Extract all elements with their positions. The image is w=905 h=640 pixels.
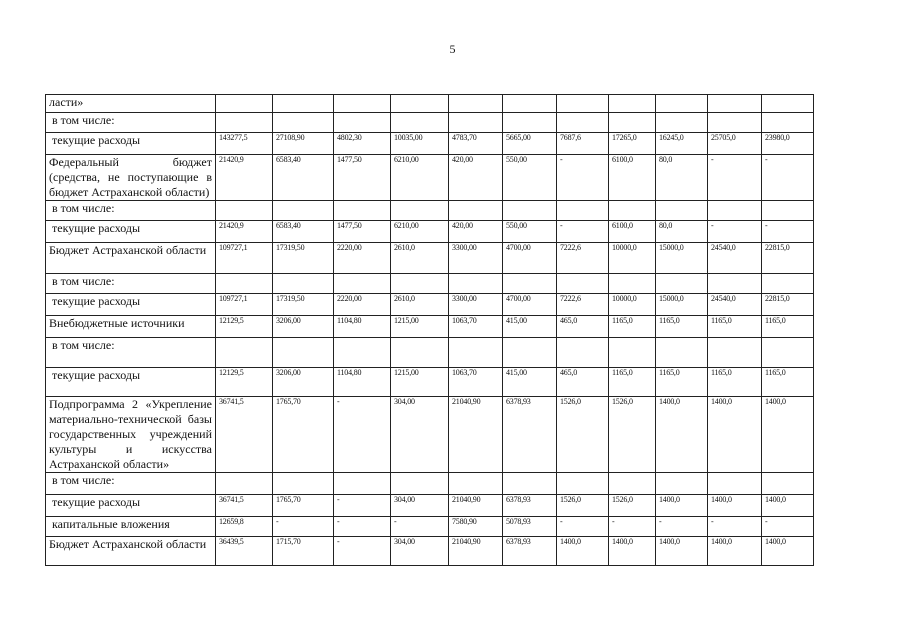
value-cell: -: [557, 221, 609, 243]
value-cell: [273, 95, 334, 113]
value-cell: 465,0: [557, 316, 609, 338]
value-cell: 4700,00: [503, 294, 557, 316]
value-cell: [449, 95, 503, 113]
value-cell: -: [391, 517, 449, 537]
value-cell: [449, 113, 503, 133]
value-cell: [762, 95, 814, 113]
value-cell: [503, 201, 557, 221]
value-cell: 24540,0: [708, 243, 762, 274]
value-cell: 4802,30: [334, 133, 391, 155]
row-label: Федеральный бюджет (средства, не поступающие в бюджет Астраханской области): [46, 155, 216, 201]
table-row: [46, 368, 814, 397]
value-cell: 2610,0: [391, 294, 449, 316]
value-cell: 2220,00: [334, 294, 391, 316]
value-cell: [557, 201, 609, 221]
value-cell: -: [334, 537, 391, 566]
value-cell: [391, 473, 449, 495]
value-cell: 6378,93: [503, 495, 557, 517]
value-cell: [557, 113, 609, 133]
value-cell: -: [762, 517, 814, 537]
value-cell: [708, 338, 762, 368]
value-cell: 80,0: [656, 221, 708, 243]
row-label: Подпрограмма 2 «Укрепление материально-технической базы государственных учреждений культуры и искусства Астраханской области»: [46, 397, 216, 473]
value-cell: [656, 274, 708, 294]
value-cell: [503, 95, 557, 113]
row-label: в том числе:: [46, 473, 216, 495]
page-number: 5: [449, 42, 456, 56]
table-row: [46, 243, 814, 274]
row-label: текущие расходы: [46, 133, 216, 155]
row-label: в том числе:: [46, 274, 216, 294]
value-cell: [656, 113, 708, 133]
value-cell: 3300,00: [449, 294, 503, 316]
table-row: [46, 517, 814, 537]
value-cell: 550,00: [503, 155, 557, 201]
value-cell: 21420,9: [216, 221, 273, 243]
value-cell: [503, 473, 557, 495]
value-cell: 143277,5: [216, 133, 273, 155]
value-cell: 24540,0: [708, 294, 762, 316]
value-cell: [334, 473, 391, 495]
value-cell: 12129,5: [216, 368, 273, 397]
value-cell: 22815,0: [762, 243, 814, 274]
value-cell: 7687,6: [557, 133, 609, 155]
value-cell: 6210,00: [391, 155, 449, 201]
value-cell: 1104,80: [334, 316, 391, 338]
value-cell: 80,0: [656, 155, 708, 201]
value-cell: 1765,70: [273, 495, 334, 517]
value-cell: 12129,5: [216, 316, 273, 338]
value-cell: 1400,0: [762, 537, 814, 566]
value-cell: [762, 113, 814, 133]
value-cell: -: [708, 517, 762, 537]
table-row: [46, 113, 814, 133]
value-cell: [391, 201, 449, 221]
row-label: текущие расходы: [46, 495, 216, 517]
table-row: [46, 338, 814, 368]
value-cell: 3206,00: [273, 368, 334, 397]
value-cell: [273, 201, 334, 221]
table-row: [46, 201, 814, 221]
value-cell: 21040,90: [449, 495, 503, 517]
value-cell: 1165,0: [762, 368, 814, 397]
value-cell: [557, 473, 609, 495]
value-cell: -: [557, 155, 609, 201]
value-cell: 16245,0: [656, 133, 708, 155]
value-cell: 415,00: [503, 368, 557, 397]
table-row: [46, 495, 814, 517]
value-cell: 1215,00: [391, 316, 449, 338]
value-cell: 304,00: [391, 397, 449, 473]
table-row: [46, 133, 814, 155]
value-cell: -: [557, 517, 609, 537]
value-cell: [708, 113, 762, 133]
value-cell: 17319,50: [273, 243, 334, 274]
value-cell: 1400,0: [708, 397, 762, 473]
value-cell: 6583,40: [273, 221, 334, 243]
value-cell: 1165,0: [609, 316, 656, 338]
value-cell: 1400,0: [656, 397, 708, 473]
row-label: Бюджет Астраханской области: [46, 537, 216, 566]
value-cell: 465,0: [557, 368, 609, 397]
value-cell: [391, 113, 449, 133]
table-row: [46, 294, 814, 316]
value-cell: [449, 274, 503, 294]
value-cell: 415,00: [503, 316, 557, 338]
value-cell: [334, 95, 391, 113]
value-cell: 1526,0: [609, 495, 656, 517]
value-cell: [449, 201, 503, 221]
value-cell: 1165,0: [656, 368, 708, 397]
value-cell: 1400,0: [656, 537, 708, 566]
value-cell: [334, 338, 391, 368]
value-cell: 1165,0: [708, 316, 762, 338]
value-cell: 1215,00: [391, 368, 449, 397]
value-cell: [609, 113, 656, 133]
value-cell: 1165,0: [708, 368, 762, 397]
table-row: [46, 274, 814, 294]
value-cell: [762, 338, 814, 368]
value-cell: 15000,0: [656, 243, 708, 274]
value-cell: -: [334, 495, 391, 517]
value-cell: 3206,00: [273, 316, 334, 338]
value-cell: [273, 274, 334, 294]
value-cell: 420,00: [449, 221, 503, 243]
value-cell: [609, 473, 656, 495]
value-cell: 1526,0: [557, 495, 609, 517]
value-cell: [216, 473, 273, 495]
value-cell: [449, 338, 503, 368]
value-cell: -: [273, 517, 334, 537]
value-cell: 12659,8: [216, 517, 273, 537]
value-cell: 1063,70: [449, 368, 503, 397]
budget-table: [45, 94, 814, 566]
row-label: капитальные вложения: [46, 517, 216, 537]
value-cell: 22815,0: [762, 294, 814, 316]
value-cell: 27108,90: [273, 133, 334, 155]
value-cell: [708, 201, 762, 221]
value-cell: [609, 338, 656, 368]
value-cell: 15000,0: [656, 294, 708, 316]
table-body: [46, 95, 814, 566]
value-cell: [273, 338, 334, 368]
value-cell: [708, 95, 762, 113]
value-cell: [216, 95, 273, 113]
table-row: [46, 316, 814, 338]
value-cell: 21420,9: [216, 155, 273, 201]
value-cell: 1526,0: [609, 397, 656, 473]
table-row: [46, 221, 814, 243]
value-cell: 36741,5: [216, 397, 273, 473]
value-cell: [656, 473, 708, 495]
value-cell: [334, 274, 391, 294]
value-cell: 5665,00: [503, 133, 557, 155]
value-cell: 6210,00: [391, 221, 449, 243]
value-cell: 2220,00: [334, 243, 391, 274]
value-cell: 21040,90: [449, 397, 503, 473]
table-row: [46, 397, 814, 473]
value-cell: [334, 113, 391, 133]
value-cell: 2610,0: [391, 243, 449, 274]
value-cell: 6378,93: [503, 537, 557, 566]
value-cell: 1165,0: [609, 368, 656, 397]
value-cell: 1477,50: [334, 221, 391, 243]
value-cell: [762, 274, 814, 294]
value-cell: 1400,0: [609, 537, 656, 566]
value-cell: 1063,70: [449, 316, 503, 338]
row-label: в том числе:: [46, 113, 216, 133]
row-label: в том числе:: [46, 338, 216, 368]
value-cell: [609, 95, 656, 113]
value-cell: 1400,0: [656, 495, 708, 517]
value-cell: 7580,90: [449, 517, 503, 537]
value-cell: 5078,93: [503, 517, 557, 537]
value-cell: 1104,80: [334, 368, 391, 397]
value-cell: -: [708, 155, 762, 201]
value-cell: 550,00: [503, 221, 557, 243]
value-cell: [503, 113, 557, 133]
value-cell: -: [656, 517, 708, 537]
value-cell: 1477,50: [334, 155, 391, 201]
value-cell: 25705,0: [708, 133, 762, 155]
value-cell: [708, 473, 762, 495]
value-cell: 23980,0: [762, 133, 814, 155]
value-cell: [449, 473, 503, 495]
value-cell: 1400,0: [762, 397, 814, 473]
value-cell: -: [708, 221, 762, 243]
value-cell: 3300,00: [449, 243, 503, 274]
value-cell: 17265,0: [609, 133, 656, 155]
value-cell: 1526,0: [557, 397, 609, 473]
value-cell: 7222,6: [557, 243, 609, 274]
value-cell: 1400,0: [708, 495, 762, 517]
value-cell: 10000,0: [609, 243, 656, 274]
value-cell: 109727,1: [216, 294, 273, 316]
value-cell: 6100,0: [609, 221, 656, 243]
value-cell: 109727,1: [216, 243, 273, 274]
row-label: текущие расходы: [46, 294, 216, 316]
value-cell: [656, 201, 708, 221]
value-cell: -: [609, 517, 656, 537]
row-label: Внебюджетные источники: [46, 316, 216, 338]
value-cell: 6378,93: [503, 397, 557, 473]
value-cell: [609, 201, 656, 221]
value-cell: [762, 201, 814, 221]
value-cell: [557, 274, 609, 294]
value-cell: 4783,70: [449, 133, 503, 155]
value-cell: [557, 338, 609, 368]
table-row: [46, 473, 814, 495]
row-label: ласти»: [46, 95, 216, 113]
value-cell: 6583,40: [273, 155, 334, 201]
value-cell: [762, 473, 814, 495]
row-label: Бюджет Астраханской области: [46, 243, 216, 274]
value-cell: [656, 95, 708, 113]
value-cell: [708, 274, 762, 294]
value-cell: [391, 95, 449, 113]
value-cell: [391, 338, 449, 368]
value-cell: [216, 338, 273, 368]
table-row: [46, 155, 814, 201]
value-cell: 304,00: [391, 495, 449, 517]
value-cell: [334, 201, 391, 221]
value-cell: [216, 113, 273, 133]
value-cell: 21040,90: [449, 537, 503, 566]
value-cell: 1765,70: [273, 397, 334, 473]
value-cell: 36439,5: [216, 537, 273, 566]
value-cell: [557, 95, 609, 113]
value-cell: 1400,0: [708, 537, 762, 566]
row-label: в том числе:: [46, 201, 216, 221]
value-cell: [503, 274, 557, 294]
value-cell: 1400,0: [762, 495, 814, 517]
value-cell: 17319,50: [273, 294, 334, 316]
value-cell: [503, 338, 557, 368]
value-cell: 36741,5: [216, 495, 273, 517]
table-row: [46, 95, 814, 113]
value-cell: 420,00: [449, 155, 503, 201]
value-cell: 1715,70: [273, 537, 334, 566]
value-cell: [656, 338, 708, 368]
value-cell: -: [334, 397, 391, 473]
value-cell: 1165,0: [656, 316, 708, 338]
value-cell: [216, 274, 273, 294]
value-cell: [273, 473, 334, 495]
table-row: [46, 537, 814, 566]
value-cell: 6100,0: [609, 155, 656, 201]
value-cell: -: [762, 155, 814, 201]
value-cell: -: [762, 221, 814, 243]
value-cell: 4700,00: [503, 243, 557, 274]
value-cell: 10000,0: [609, 294, 656, 316]
value-cell: 10035,00: [391, 133, 449, 155]
value-cell: 1165,0: [762, 316, 814, 338]
row-label: текущие расходы: [46, 368, 216, 397]
value-cell: 1400,0: [557, 537, 609, 566]
value-cell: 7222,6: [557, 294, 609, 316]
value-cell: [273, 113, 334, 133]
value-cell: [391, 274, 449, 294]
value-cell: [216, 201, 273, 221]
row-label: текущие расходы: [46, 221, 216, 243]
value-cell: [609, 274, 656, 294]
value-cell: -: [334, 517, 391, 537]
value-cell: 304,00: [391, 537, 449, 566]
